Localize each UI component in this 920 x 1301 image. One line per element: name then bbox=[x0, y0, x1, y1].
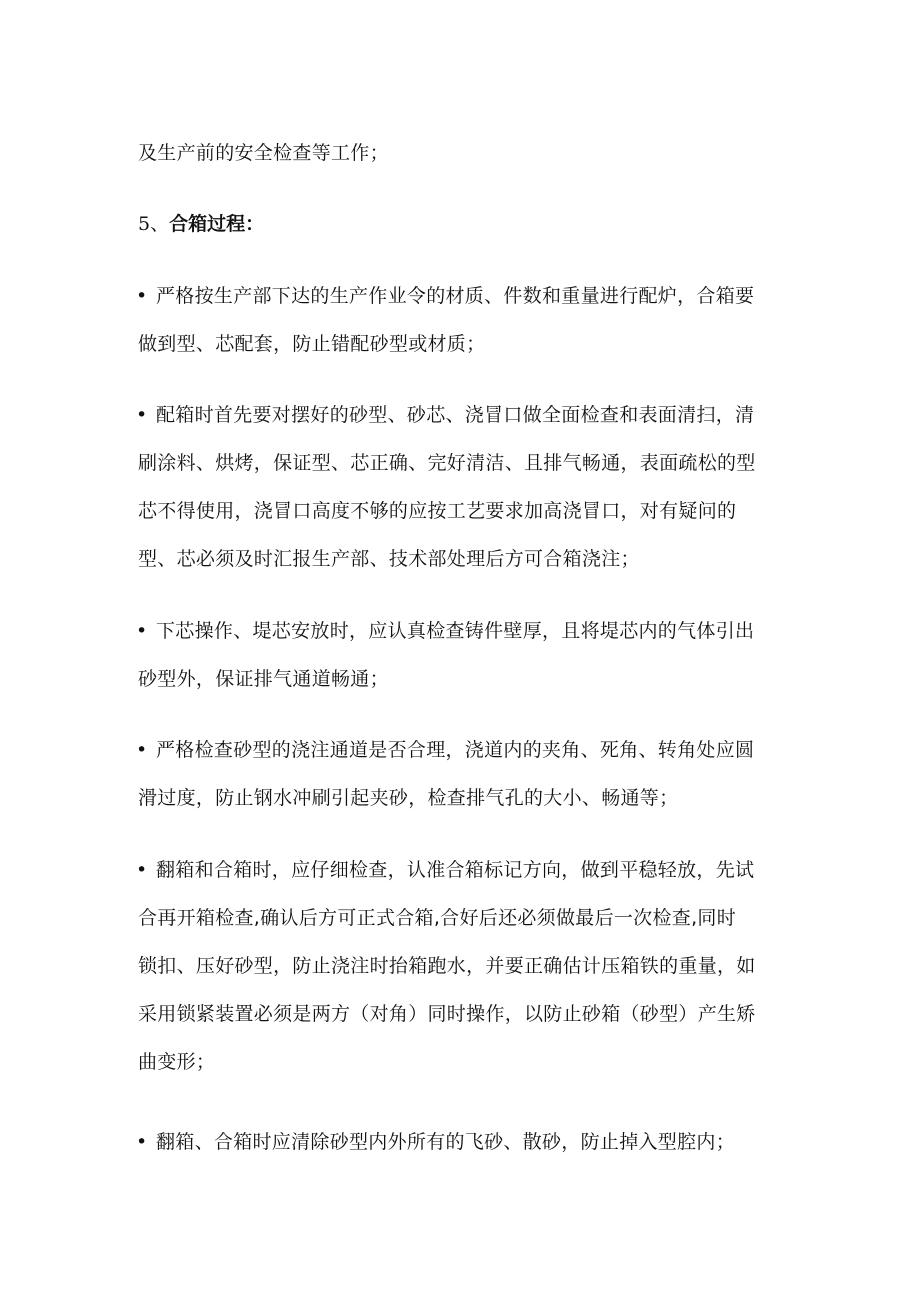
list-item-line: 配箱时首先要对摆好的砂型、砂芯、浇冒口做全面检查和表面清扫，清 bbox=[156, 404, 755, 426]
bullet-icon: • bbox=[136, 404, 148, 426]
list-item-line: 滑过度，防止钢水冲刷引起夹砂，检查排气孔的大小、畅通等； bbox=[138, 787, 679, 809]
bullet-icon: • bbox=[136, 739, 148, 761]
list-item-line: 锁扣、压好砂型，防止浇注时抬箱跑水，并要正确估计压箱铁的重量，如 bbox=[138, 955, 756, 977]
section-heading bbox=[138, 212, 264, 236]
list-item-line: 砂型外，保证排气通道畅通； bbox=[138, 668, 389, 690]
list-item-line: 芯不得使用，浇冒口高度不够的应按工艺要求加高浇冒口，对有疑问的 bbox=[138, 500, 737, 522]
list-item-line: 采用锁紧装置必须是两方（对角）同时操作，以防止砂箱（砂型）产生矫 bbox=[138, 1003, 756, 1025]
list-item-line: 做到型、芯配套，防止错配砂型或材质； bbox=[138, 333, 486, 355]
section-number: 5、 bbox=[138, 213, 170, 235]
bullet-icon: • bbox=[136, 285, 148, 307]
section-title: 合箱过程： bbox=[169, 213, 265, 235]
bullet-icon: • bbox=[136, 620, 148, 642]
bullet-icon: • bbox=[136, 1131, 148, 1153]
list-item-line: 翻箱和合箱时，应仔细检查，认准合箱标记方向，做到平稳轻放，先试 bbox=[156, 859, 755, 881]
list-item-line: 曲变形； bbox=[138, 1051, 216, 1073]
bullet-icon: • bbox=[136, 859, 148, 881]
list-item-line: 合再开箱检查,确认后方可正式合箱,合好后还必须做最后一次检查,同时 bbox=[138, 907, 737, 929]
list-item-line: 刷涂料、烘烤，保证型、芯正确、完好清洁、且排气畅通，表面疏松的型 bbox=[138, 452, 756, 474]
list-item-line: 严格按生产部下达的生产作业令的材质、件数和重量进行配炉，合箱要 bbox=[156, 285, 755, 307]
list-item-line: 型、芯必须及时汇报生产部、技术部处理后方可合箱浇注； bbox=[138, 548, 640, 570]
intro-line: 及生产前的安全检查等工作； bbox=[138, 142, 389, 164]
list-item-line: 严格检查砂型的浇注通道是否合理，浇道内的夹角、死角、转角处应圆 bbox=[156, 739, 755, 761]
list-item-line: 翻箱、合箱时应清除砂型内外所有的飞砂、散砂，防止掉入型腔内； bbox=[156, 1131, 736, 1153]
list-item-line: 下芯操作、堤芯安放时，应认真检查铸件壁厚，且将堤芯内的气体引出 bbox=[156, 620, 755, 642]
